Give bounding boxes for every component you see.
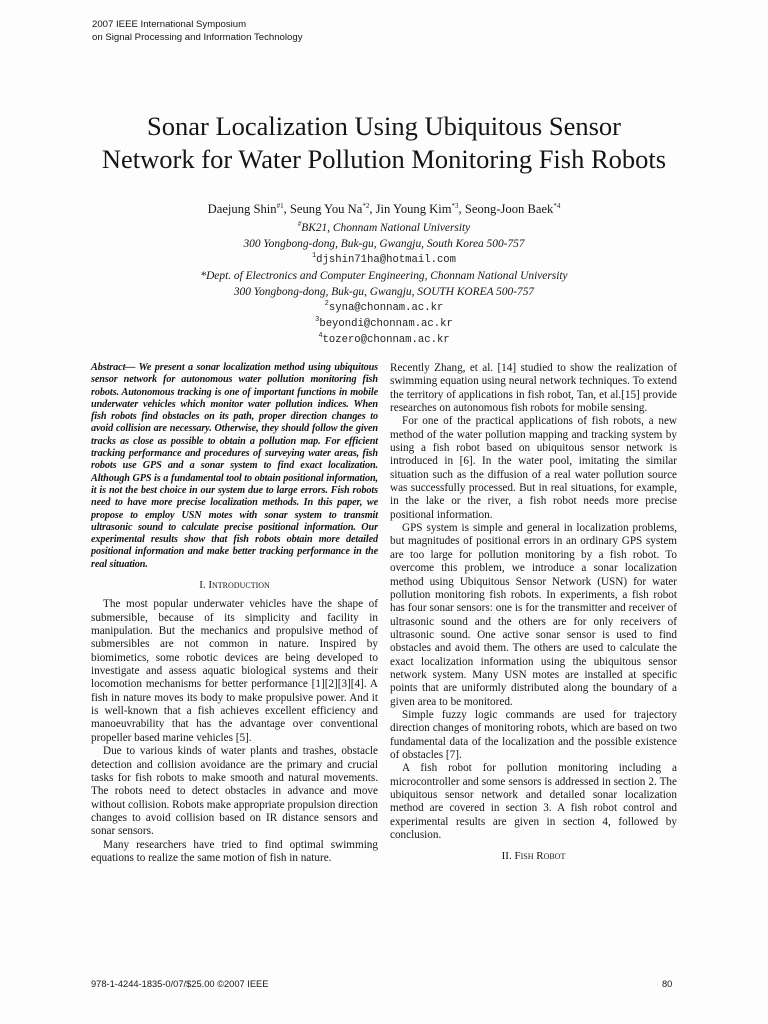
title-line-1: Sonar Localization Using Ubiquitous Sensor [147, 111, 621, 141]
author-name: Seong-Joon Baek [464, 202, 554, 216]
author-name: Jin Young Kim [375, 202, 452, 216]
body-paragraph: The most popular underwater vehicles have the shape of submersible, because of its simplicity and facility in manipulation. But the mechanics and propulsive method of submersibles are not common in nature. Inspired by biomimetics, some robotic devices are being developed to investigate and assess aquatic biological systems and their locomotion mechanisms for better performance [1][2][3][4]. A fish in nature moves its body to make propulsive power. And it is well-known that a fish achieves excellent efficiency and manoeuvrability that has the advantage over conventional propeller based marine vehicles [5]. [91, 598, 378, 744]
body-paragraph: A fish robot for pollution monitoring including a microcontroller and some sensors is addressed in section 2. The ubiquitous sensor network and detailed sonar localization method are covered in section 3. A fish robot control and experimental results are given in section 4, followed by conclusion. [390, 762, 677, 842]
author-mark: *2 [362, 202, 370, 210]
page-number: 80 [662, 979, 673, 989]
author-list: Daejung Shin$^{\#1}$, Seung You Na$^{*2}$, Jin Young Kim$^{*3}$, Seong-Joon Baek$^{*4}$ [207, 202, 561, 216]
affiliation-2: *Dept. of Electronics and Computer Engineering, Chonnam National University [200, 270, 568, 282]
paper-title [0, 110, 768, 176]
email-3[interactable]: $^3$beyondi@chonnam.ac.kr [315, 316, 453, 330]
body-paragraph: Many researchers have tried to find optimal swimming equations to realize the same motion of fish in nature. [91, 838, 378, 864]
right-column [390, 362, 677, 870]
email-4[interactable]: $^4$tozero@chonnam.ac.kr [318, 332, 450, 346]
author-mark: *4 [553, 202, 561, 210]
body-paragraph: Due to various kinds of water plants and trashes, obstacle detection and collision avoidance are the primary and crucial tasks for fish robots to make smooth and natural movements. The robots need to detect obstacles in advance and move without collision. Robots make appropriate propulsion direction changes to avoid collision based on IR distance sensors and sonar sensors. [91, 745, 378, 838]
affiliations [0, 220, 768, 348]
body-paragraph: For one of the practical applications of fish robots, a new method of the water pollution mapping and tracking system by using a fish robot based on ubiquitous sensor network is introduced in [6]. In the water pool, imitating the similar situation such as the diffusion of a real water pollution source was successfully processed. But in real situations, for example, in the lake or the river, a fish robot needs more precise positional information. [390, 415, 677, 521]
author-mark: *3 [451, 202, 459, 210]
copyright-footer: 978-1-4244-1835-0/07/$25.00 ©2007 IEEE [91, 979, 269, 989]
author-name: Daejung Shin [207, 202, 277, 216]
section-heading-introduction: I. Introduction [199, 579, 270, 592]
email-2[interactable]: $^2$syna@chonnam.ac.kr [324, 300, 444, 314]
affiliation-1-address: 300 Yongbong-dong, Buk-gu, Gwangju, South Korea 500-757 [243, 238, 525, 250]
author-name: Seung You Na [289, 202, 363, 216]
email-1[interactable]: $^1$djshin71ha@hotmail.com [311, 252, 457, 266]
conference-line-2: on Signal Processing and Information Technology [92, 31, 303, 43]
abstract: Abstract— We present a sonar localization method using ubiquitous sensor network for autonomous water pollution monitoring fish robots. Autonomous tracking is one of important functions in mobile underwater vehicles which monitor water pollution indices. When fish robots find obstacles on its path, proper direction changes to avoid collision are necessary. Otherwise, they should follow the given tracks as close as possible to obtain a pollution map. For efficient tracking performance and procedures of surveying water areas, fish robots use GPS and a sonar system to find exact localization. Although GPS is a fundamental tool to obtain positional information, it is not the best choice in our system due to large errors. Fish robots need to have more precise localization methods. In this paper, we propose to employ USN motes with sonar system to transmit ultrasonic sound to calculate precise positional information. Our experimental results show that fish robots obtain more detailed positional information and make better tracking performance in the real situation. [91, 362, 378, 570]
left-column [91, 362, 378, 865]
author-mark: #1 [276, 202, 284, 210]
affiliation-1: #BK21, Chonnam National University [297, 220, 471, 234]
title-line-2: Network for Water Pollution Monitoring Fish Robots [101, 144, 667, 174]
conference-line-1: 2007 IEEE International Symposium [92, 19, 247, 30]
section-heading-fish-robot: II. Fish Robot [501, 850, 566, 863]
affiliation-2-address: 300 Yongbong-dong, Buk-gu, Gwangju, SOUTH KOREA 500-757 [233, 286, 535, 298]
body-paragraph: GPS system is simple and general in localization problems, but magnitudes of positional errors in an ordinary GPS system are too large for pollution monitoring by a fish robot. To overcome this problem, we introduce a sonar localization method using Ubiquitous Sensor Network (USN) for water pollution monitoring fish robots. In experiments, a fish robot has four sonar sensors: one is for the transmitter and receiver of ultrasonic sound and the others are for only receivers of ultrasonic sound. One active sonar sensor is used to find obstacles and avoid them. The others are used to calculate the exact localization information using the ubiquitous sensor network system. Many USN motes are installed at specific points that are uniformly distributed along the boundary of a given area to be monitored. [390, 522, 677, 708]
conference-header [92, 19, 303, 44]
body-paragraph: Simple fuzzy logic commands are used for trajectory direction changes of monitoring robots, which are based on two fundamental data of the localization and the possible existence of obstacles [7]. [390, 708, 677, 761]
body-paragraph: Recently Zhang, et al. [14] studied to show the realization of swimming equation using neural network techniques. To extend the territory of applications in fish robot, Tan, et al.[15] provide researches on autonomous fish robots for mobile sensing. [390, 362, 677, 415]
